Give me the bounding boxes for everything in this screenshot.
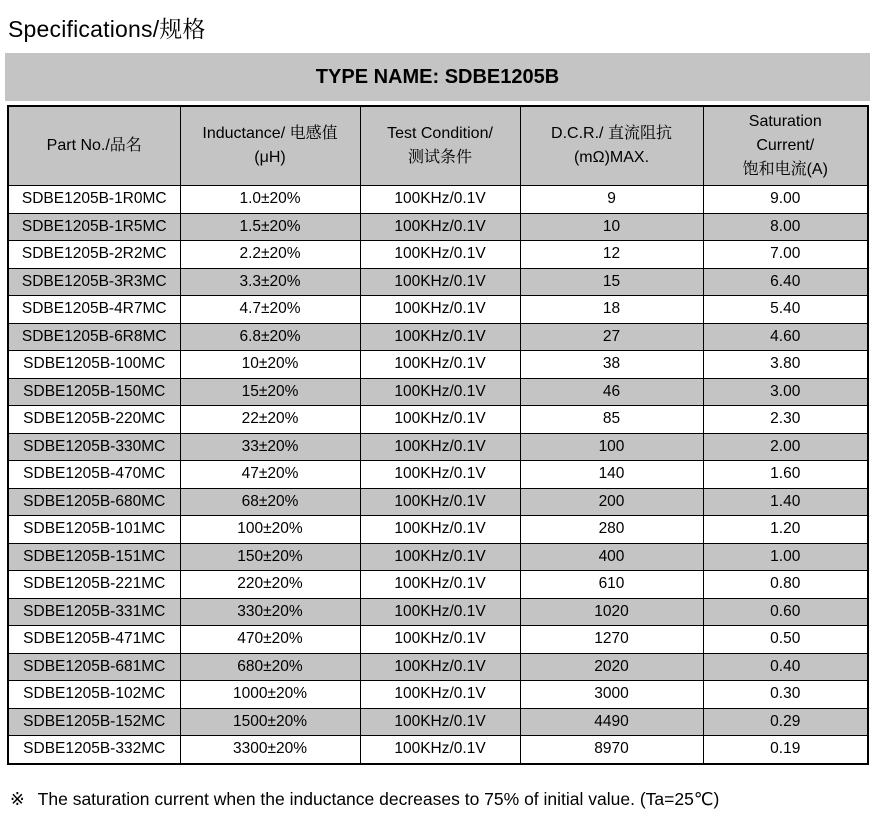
part-no-cell: SDBE1205B-221MC — [8, 571, 180, 599]
saturation-current-cell: 2.30 — [703, 406, 868, 434]
table-row — [8, 488, 868, 516]
saturation-current-cell: 3.00 — [703, 378, 868, 406]
test-condition-cell: 100KHz/0.1V — [360, 323, 520, 351]
saturation-current-cell: 3.80 — [703, 351, 868, 379]
table-row — [8, 406, 868, 434]
dcr-cell: 610 — [520, 571, 703, 599]
part-no-cell: SDBE1205B-150MC — [8, 378, 180, 406]
part-no-cell: SDBE1205B-1R0MC — [8, 186, 180, 214]
dcr-cell: 2020 — [520, 653, 703, 681]
inductance-cell: 220±20% — [180, 571, 360, 599]
table-row — [8, 681, 868, 709]
inductance-cell: 68±20% — [180, 488, 360, 516]
saturation-current-cell: 1.60 — [703, 461, 868, 489]
table-row — [8, 268, 868, 296]
table-row — [8, 351, 868, 379]
dcr-cell: 140 — [520, 461, 703, 489]
test-condition-cell: 100KHz/0.1V — [360, 406, 520, 434]
column-header-line: (mΩ)MAX. — [573, 149, 650, 166]
saturation-current-cell: 0.80 — [703, 571, 868, 599]
test-condition-cell: 100KHz/0.1V — [360, 433, 520, 461]
table-header-row — [8, 106, 868, 186]
dcr-cell: 10 — [520, 213, 703, 241]
column-header-line: 饱和电流(A) — [742, 161, 828, 178]
table-row — [8, 653, 868, 681]
type-name-banner — [5, 53, 870, 101]
part-no-cell: SDBE1205B-331MC — [8, 598, 180, 626]
inductance-cell: 4.7±20% — [180, 296, 360, 324]
saturation-current-cell: 0.19 — [703, 736, 868, 764]
saturation-current-cell: 0.50 — [703, 626, 868, 654]
table-row — [8, 516, 868, 544]
table-row — [8, 378, 868, 406]
inductance-cell: 2.2±20% — [180, 241, 360, 269]
test-condition-cell: 100KHz/0.1V — [360, 516, 520, 544]
type-name-text: TYPE NAME: SDBE1205B — [315, 65, 560, 88]
part-no-cell: SDBE1205B-3R3MC — [8, 268, 180, 296]
dcr-cell: 46 — [520, 378, 703, 406]
dcr-cell: 400 — [520, 543, 703, 571]
specifications-table — [7, 105, 869, 765]
dcr-cell: 12 — [520, 241, 703, 269]
column-header-line: Inductance/ 电感值 — [202, 125, 338, 142]
test-condition-cell: 100KHz/0.1V — [360, 241, 520, 269]
table-row — [8, 461, 868, 489]
saturation-current-cell: 0.40 — [703, 653, 868, 681]
table-row — [8, 626, 868, 654]
dcr-cell: 8970 — [520, 736, 703, 764]
test-condition-cell: 100KHz/0.1V — [360, 571, 520, 599]
inductance-cell: 150±20% — [180, 543, 360, 571]
test-condition-cell: 100KHz/0.1V — [360, 736, 520, 764]
test-condition-cell: 100KHz/0.1V — [360, 268, 520, 296]
part-no-cell: SDBE1205B-4R7MC — [8, 296, 180, 324]
inductance-cell: 47±20% — [180, 461, 360, 489]
saturation-current-cell: 7.00 — [703, 241, 868, 269]
dcr-cell: 1270 — [520, 626, 703, 654]
column-header-inductance — [180, 106, 360, 186]
dcr-cell: 38 — [520, 351, 703, 379]
inductance-cell: 10±20% — [180, 351, 360, 379]
column-header-saturation-current — [703, 106, 868, 186]
table-row — [8, 708, 868, 736]
table-row — [8, 736, 868, 764]
table-row — [8, 296, 868, 324]
column-header-line: Saturation — [748, 113, 822, 130]
inductance-cell: 3300±20% — [180, 736, 360, 764]
test-condition-cell: 100KHz/0.1V — [360, 461, 520, 489]
dcr-cell: 9 — [520, 186, 703, 214]
inductance-cell: 3.3±20% — [180, 268, 360, 296]
test-condition-cell: 100KHz/0.1V — [360, 653, 520, 681]
dcr-cell: 15 — [520, 268, 703, 296]
part-no-cell: SDBE1205B-470MC — [8, 461, 180, 489]
dcr-cell: 27 — [520, 323, 703, 351]
inductance-cell: 680±20% — [180, 653, 360, 681]
part-no-cell: SDBE1205B-332MC — [8, 736, 180, 764]
inductance-cell: 1.5±20% — [180, 213, 360, 241]
saturation-current-cell: 4.60 — [703, 323, 868, 351]
part-no-cell: SDBE1205B-152MC — [8, 708, 180, 736]
saturation-current-cell: 1.00 — [703, 543, 868, 571]
test-condition-cell: 100KHz/0.1V — [360, 378, 520, 406]
test-condition-cell: 100KHz/0.1V — [360, 186, 520, 214]
test-condition-cell: 100KHz/0.1V — [360, 626, 520, 654]
dcr-cell: 18 — [520, 296, 703, 324]
test-condition-cell: 100KHz/0.1V — [360, 296, 520, 324]
test-condition-cell: 100KHz/0.1V — [360, 351, 520, 379]
table-row — [8, 241, 868, 269]
column-header-part-no — [8, 106, 180, 186]
test-condition-cell: 100KHz/0.1V — [360, 488, 520, 516]
inductance-cell: 1.0±20% — [180, 186, 360, 214]
dcr-cell: 3000 — [520, 681, 703, 709]
column-header-line: 测试条件 — [407, 149, 472, 166]
part-no-cell: SDBE1205B-471MC — [8, 626, 180, 654]
part-no-cell: SDBE1205B-220MC — [8, 406, 180, 434]
inductance-cell: 1500±20% — [180, 708, 360, 736]
table-row — [8, 571, 868, 599]
saturation-current-cell: 8.00 — [703, 213, 868, 241]
saturation-current-cell: 1.40 — [703, 488, 868, 516]
inductance-cell: 33±20% — [180, 433, 360, 461]
inductance-cell: 330±20% — [180, 598, 360, 626]
column-header-test-condition — [360, 106, 520, 186]
table-row — [8, 598, 868, 626]
column-header-dcr — [520, 106, 703, 186]
column-header-line: Test Condition/ — [387, 125, 493, 142]
table-body — [8, 186, 868, 764]
part-no-cell: SDBE1205B-101MC — [8, 516, 180, 544]
dcr-cell: 1020 — [520, 598, 703, 626]
table-row — [8, 323, 868, 351]
part-no-cell: SDBE1205B-151MC — [8, 543, 180, 571]
saturation-current-cell: 2.00 — [703, 433, 868, 461]
inductance-cell: 470±20% — [180, 626, 360, 654]
column-header-line: (μH) — [254, 149, 286, 166]
test-condition-cell: 100KHz/0.1V — [360, 213, 520, 241]
saturation-current-cell: 1.20 — [703, 516, 868, 544]
table-row — [8, 186, 868, 214]
table-row — [8, 213, 868, 241]
part-no-cell: SDBE1205B-1R5MC — [8, 213, 180, 241]
saturation-current-cell: 6.40 — [703, 268, 868, 296]
part-no-cell: SDBE1205B-681MC — [8, 653, 180, 681]
page-title: Specifications/规格 — [8, 16, 206, 42]
saturation-current-cell: 9.00 — [703, 186, 868, 214]
test-condition-cell: 100KHz/0.1V — [360, 708, 520, 736]
column-header-line: Current/ — [756, 137, 815, 154]
part-no-cell: SDBE1205B-330MC — [8, 433, 180, 461]
inductance-cell: 100±20% — [180, 516, 360, 544]
dcr-cell: 280 — [520, 516, 703, 544]
reference-mark-icon: ※ — [10, 788, 25, 809]
column-header-line: Part No./品名 — [46, 137, 142, 154]
part-no-cell: SDBE1205B-102MC — [8, 681, 180, 709]
column-header-line: D.C.R./ 直流阻抗 — [551, 125, 672, 142]
test-condition-cell: 100KHz/0.1V — [360, 598, 520, 626]
inductance-cell: 22±20% — [180, 406, 360, 434]
footnote-text: The saturation current when the inductance decreases to 75% of initial value. (Ta=25℃) — [37, 788, 720, 809]
inductance-cell: 1000±20% — [180, 681, 360, 709]
saturation-current-cell: 5.40 — [703, 296, 868, 324]
table-row — [8, 433, 868, 461]
table-header — [8, 106, 868, 186]
dcr-cell: 4490 — [520, 708, 703, 736]
test-condition-cell: 100KHz/0.1V — [360, 681, 520, 709]
inductance-cell: 6.8±20% — [180, 323, 360, 351]
dcr-cell: 200 — [520, 488, 703, 516]
part-no-cell: SDBE1205B-6R8MC — [8, 323, 180, 351]
saturation-current-cell: 0.29 — [703, 708, 868, 736]
part-no-cell: SDBE1205B-2R2MC — [8, 241, 180, 269]
table-row — [8, 543, 868, 571]
saturation-current-cell: 0.60 — [703, 598, 868, 626]
part-no-cell: SDBE1205B-100MC — [8, 351, 180, 379]
inductance-cell: 15±20% — [180, 378, 360, 406]
dcr-cell: 85 — [520, 406, 703, 434]
dcr-cell: 100 — [520, 433, 703, 461]
saturation-current-cell: 0.30 — [703, 681, 868, 709]
test-condition-cell: 100KHz/0.1V — [360, 543, 520, 571]
footnote — [10, 789, 875, 810]
part-no-cell: SDBE1205B-680MC — [8, 488, 180, 516]
